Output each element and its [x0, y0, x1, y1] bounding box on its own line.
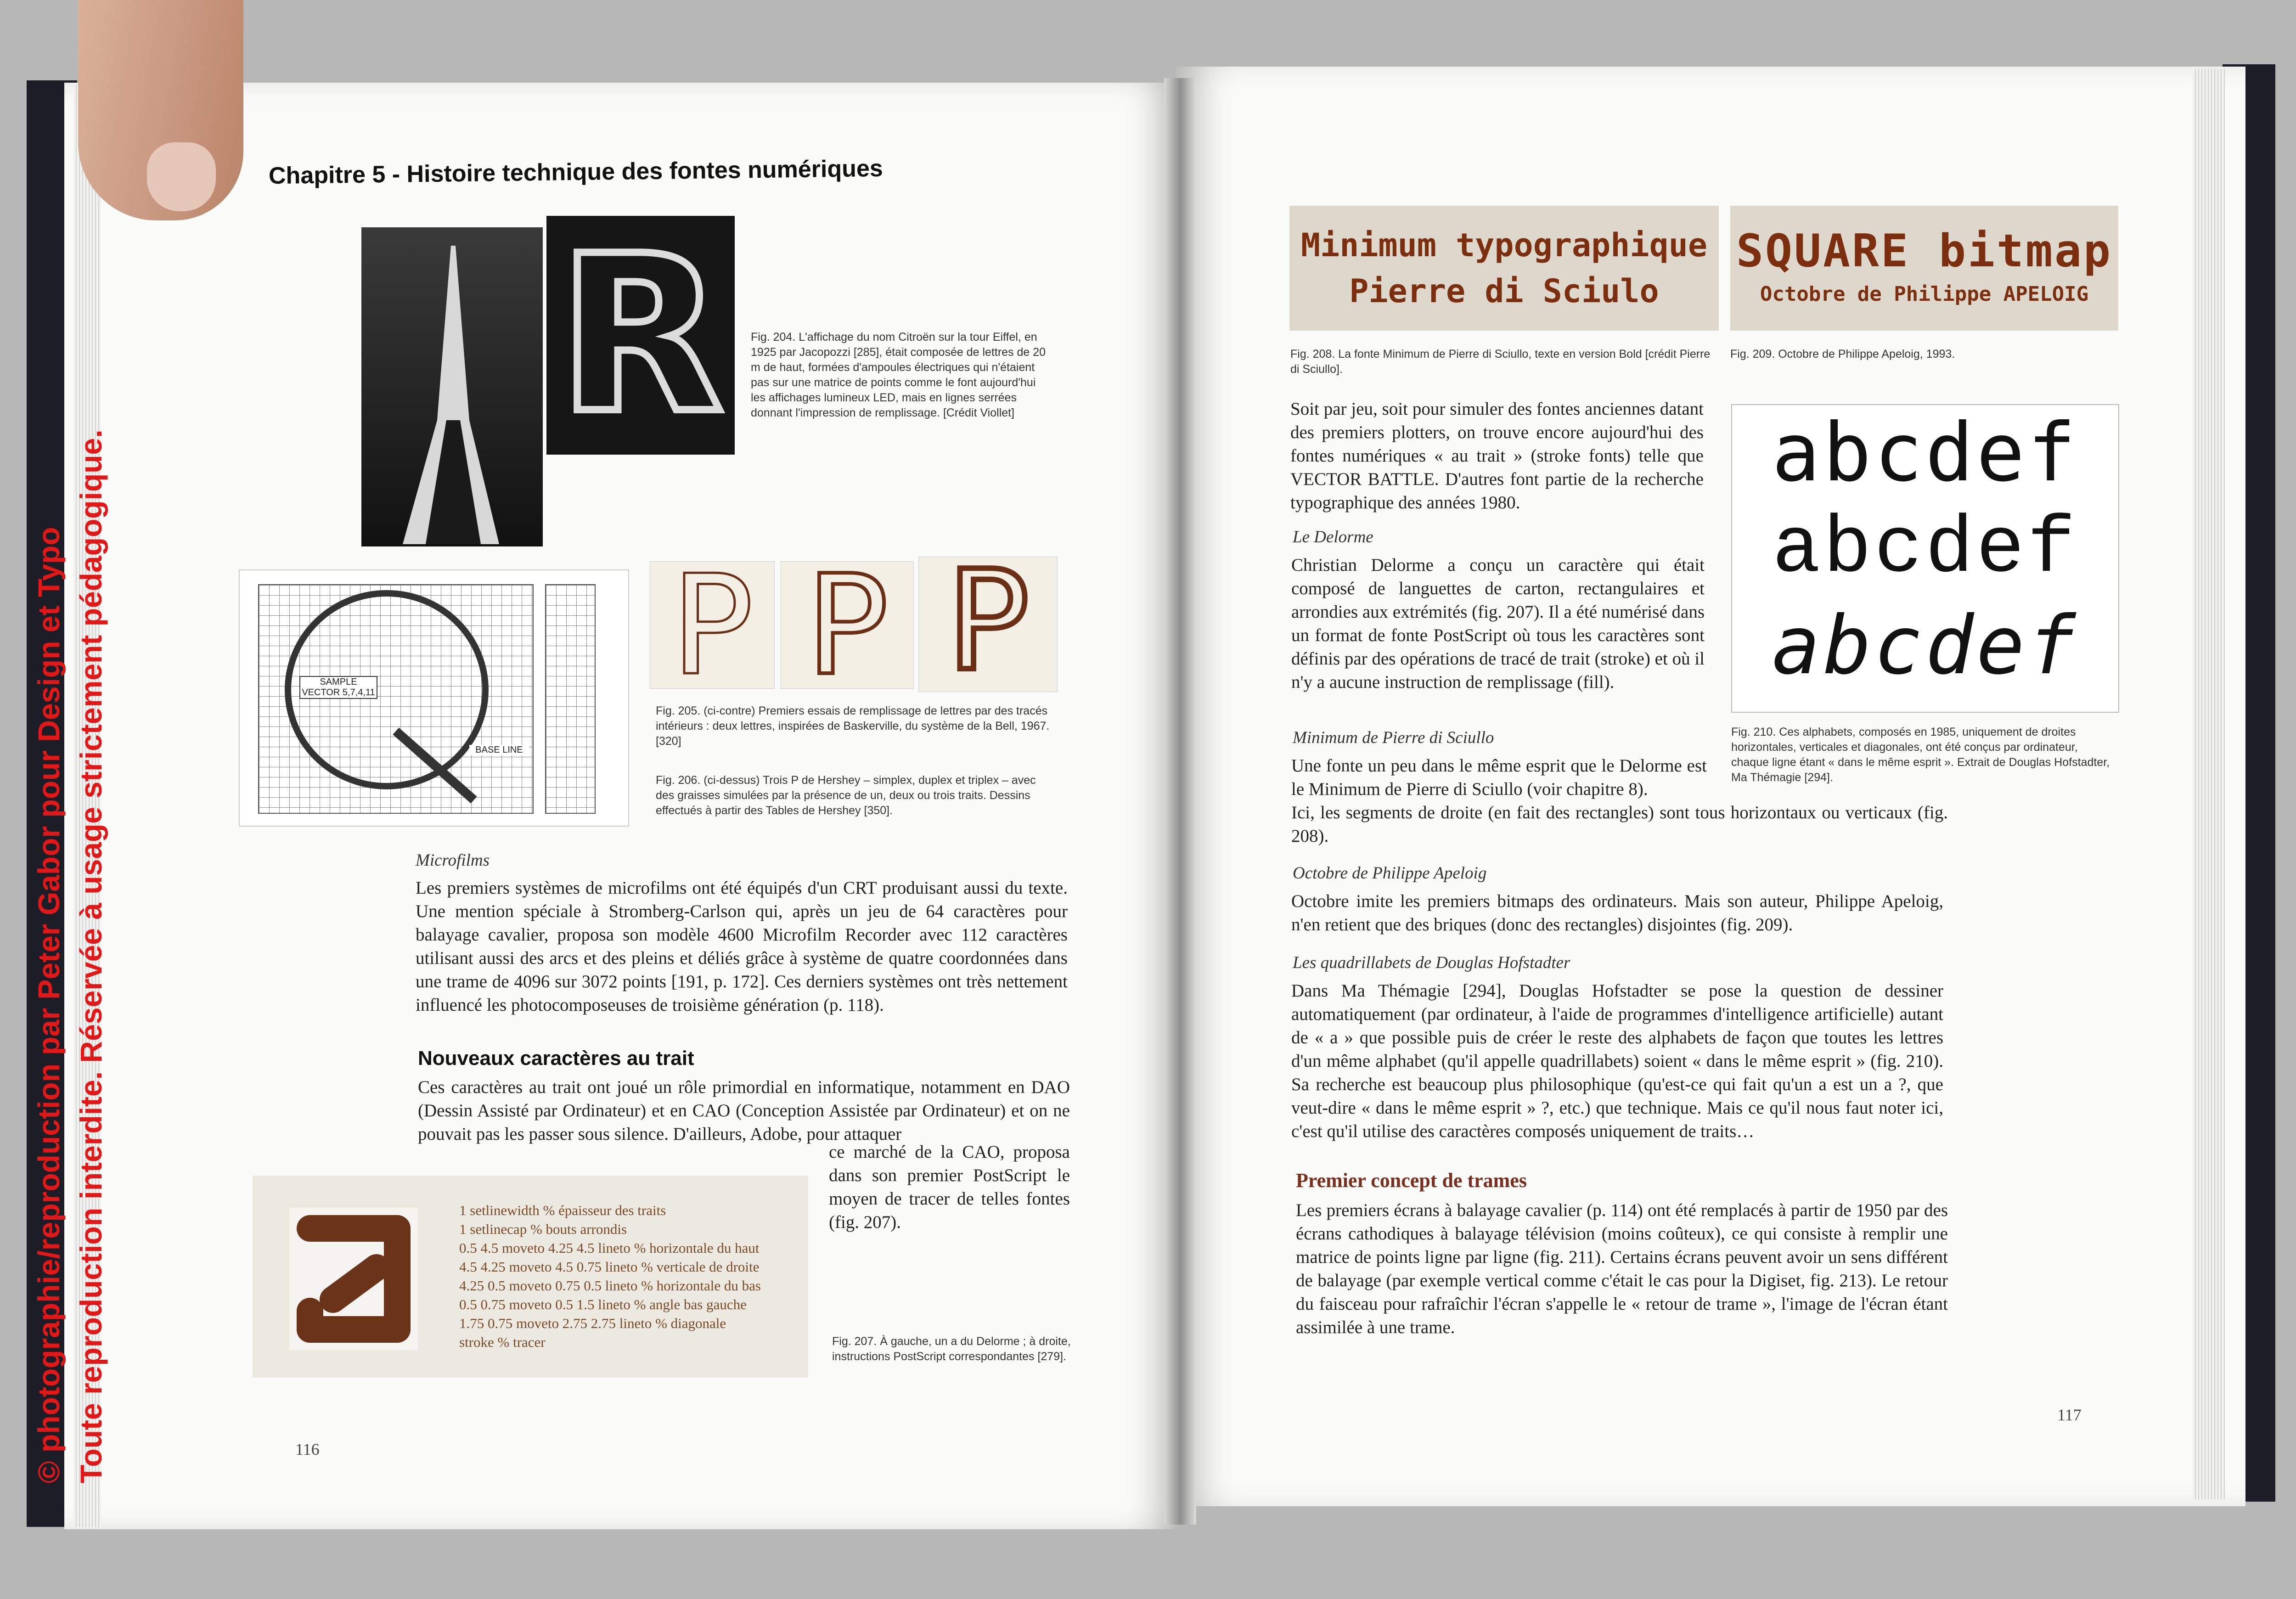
banner-line: Minimum typographique — [1300, 226, 1707, 264]
fig204-caption: Fig. 204. L'affichage du nom Citroën sur la tour Eiffel, en 1925 par Jacopozzi [285], était composée de lettres de 20 m de haut, formées d'ampoules électriques qui n'étaient pas sur une matrice de points comme le font aujourd'hui les affichages lumineux LED, mais en lignes serrées donnant l'impression de remplissage. [Crédit Viollet] — [751, 331, 1046, 419]
hofstadter-alphabets — [1731, 404, 2119, 713]
intro-paragraph: Soit par jeu, soit pour simuler des fontes anciennes datant des premiers plotters, on trouve encore aujourd'hui des fontes numériques « au trait » (stroke fonts) telle que VECTOR BATTLE. D'autres font partie de la recherche typographique des années 1980. — [1290, 399, 1704, 512]
octobre-banner — [1730, 206, 2118, 331]
alphabet-row: abcdef — [1772, 599, 2079, 693]
lightbulb-r-letter: R — [557, 209, 724, 461]
stroke-fonts-heading: Nouveaux caractères au trait — [418, 1047, 694, 1070]
octobre-heading: Octobre de Philippe Apeloig — [1293, 864, 1487, 883]
code-line: 0.5 4.5 moveto 4.25 4.5 lineto % horizontale du haut — [459, 1240, 760, 1256]
lightbulb-r-photo — [546, 209, 735, 461]
code-line: stroke % tracer — [459, 1334, 546, 1350]
delorme-heading: Le Delorme — [1293, 528, 1373, 546]
fig208-caption: Fig. 208. La fonte Minimum de Pierre di Sciullo, texte en version Bold [crédit Pierre di Sciullo]. — [1290, 348, 1711, 376]
minimum-paragraph: Une fonte un peu dans le même esprit que le Delorme est le Minimum de Pierre di Sciullo (voir chapitre 8). — [1291, 756, 1707, 799]
watermark-line-2: Toute reproduction interdite. Réservée à usage strictement pédagogique. — [74, 429, 108, 1483]
minimum-heading: Minimum de Pierre di Sciullo — [1293, 728, 1494, 747]
fig207-caption: Fig. 207. À gauche, un a du Delorme ; à droite, instructions PostScript correspondantes [279]. — [832, 1335, 1071, 1363]
fig205-caption: Fig. 205. (ci-contre) Premiers essais de remplissage de lettres par des tracés intérieurs : deux lettres, inspirées de Baskerville, du système de la Bell, 1967. [320] — [656, 704, 1050, 748]
fingernail — [147, 142, 216, 211]
minimum-paragraph-end: Ici, les segments de droite (en fait des rectangles) sont tous horizontaux ou verticaux (fig. 208). — [1291, 803, 1948, 846]
quadrillabets-paragraph: Dans Ma Thémagie [294], Douglas Hofstadter se pose la question de dessiner automatiquement (par ordinateur, à l'aide de programmes d'intelligence artificielle) autant de « a » que possible puis de créer le reste des alphabets de façon que toutes les lettres d'un même alphabet (qu'il appelle quadrillabets) soient « dans le même esprit » (fig. 210). Sa recherche est beaucoup plus philosophique (qu'est-ce qui fait qu'un a est un a ?, que veut-dire « dans le même esprit » ?, etc.) que technique. Mais ce qu'il nous faut noter ici, c'est qu'il utilise des caractères composés uniquement de traits… — [1291, 981, 1943, 1141]
postscript-code — [459, 1201, 799, 1351]
octobre-paragraph: Octobre imite les premiers bitmaps des ordinateurs. Mais son auteur, Philippe Apeloig, n'en retient que des briques (donc des rectangles) disjointes (fig. 209). — [1291, 891, 1943, 935]
baseline-label: BASE LINE — [469, 745, 529, 755]
hershey-p-simplex: P — [650, 561, 775, 689]
hershey-p-duplex: P — [781, 561, 914, 689]
vector-q-diagram — [239, 569, 629, 827]
eiffel-tower-illustration — [361, 227, 543, 546]
stroke-fonts-paragraph-end: ce marché de la CAO, proposa dans son premier PostScript le moyen de tracer de telles fontes (fig. 207). — [829, 1142, 1070, 1232]
microfilms-paragraph: Les premiers systèmes de microfilms ont été équipés d'un CRT produisant aussi du texte. Une mention spéciale à Stromberg-Carlson qui, après un jeu de 64 caractères pour balayage cavalier, proposa son modèle 4600 Microfilm Recorder avec 112 caractères utilisant aussi des arcs et des pleins et déliés grâce à système de quatre coordonnées dans une trame de 4096 sur 3072 points [191, p. 172]. Ces derniers systèmes ont très nettement influencé les photocomposeuses de troisième génération (p. 118). — [416, 878, 1068, 1015]
fig210-caption: Fig. 210. Ces alphabets, composés en 1985, uniquement de droites horizontales, verticales et diagonales, ont été conçus par ordinateur, chaque ligne étant « dans le même esprit ». Extrait de Douglas Hofstadter, Ma Thémagie [294]. — [1731, 726, 2110, 784]
code-line: 1.75 0.75 moveto 2.75 2.75 lineto % diagonale — [459, 1315, 726, 1331]
code-line: 1 setlinewidth % épaisseur des traits — [459, 1202, 666, 1218]
chapter-title: Chapitre 5 - Histoire technique des fontes numériques — [268, 155, 884, 190]
eiffel-tower-photo — [361, 227, 543, 546]
q-shape — [258, 584, 534, 814]
microfilms-heading: Microfilms — [416, 851, 490, 870]
sample-vector-label: SAMPLE VECTOR 5,7,4,11 — [299, 676, 377, 699]
watermark-line-1: © photographie/reproduction par Peter Gabor pour Design et Typo — [32, 527, 66, 1483]
fig206-caption: Fig. 206. (ci-dessus) Trois P de Hershey – simplex, duplex et triplex – avec des graisses simulées par la présence de un, deux ou trois traits. Dessins effectués à partir des Tables de Hershey [350]. — [656, 774, 1036, 817]
code-line: 4.25 0.5 moveto 0.75 0.5 lineto % horizontale du bas — [459, 1278, 761, 1294]
code-line: 1 setlinecap % bouts arrondis — [459, 1221, 627, 1237]
code-line: 0.5 0.75 moveto 0.5 1.5 lineto % angle bas gauche — [459, 1296, 747, 1312]
delorme-a-glyph — [289, 1208, 418, 1350]
quadrillabets-heading: Les quadrillabets de Douglas Hofstadter — [1293, 953, 1570, 972]
code-line: 4.5 4.25 moveto 4.5 0.75 lineto % verticale de droite — [459, 1259, 760, 1275]
i-grid — [545, 584, 596, 814]
page-number-left: 116 — [295, 1440, 320, 1458]
hershey-p-triplex: P — [918, 557, 1058, 692]
alphabet-row: abcdef — [1772, 406, 2079, 500]
stroke-fonts-paragraph: Ces caractères au trait ont joué un rôle primordial en informatique, notamment en DAO (Dessin Assisté par Ordinateur) et en CAO (Conception Assistée par Ordinateur) et on ne pouvait pas les passer sous silence. D'ailleurs, Adobe, pour attaquer — [418, 1077, 1070, 1144]
banner-line: Pierre di Sciulo — [1349, 272, 1659, 310]
banner-line: Octobre de Philippe APELOIG — [1760, 282, 2089, 306]
watermark — [28, 312, 119, 1483]
trames-heading: Premier concept de trames — [1296, 1169, 1527, 1192]
book-gutter — [1164, 78, 1196, 1525]
page-edges-right — [2193, 69, 2225, 1499]
minimum-banner — [1289, 206, 1719, 331]
delorme-code-box — [253, 1176, 808, 1378]
fig209-caption: Fig. 209. Octobre de Philippe Apeloig, 1993. — [1730, 348, 1955, 360]
delorme-paragraph: Christian Delorme a conçu un caractère qui était composé de languettes de carton, rectangulaires et arrondies aux extrémités (fig. 207). Il a été numérisé dans un format de fonte PostScript où tous les caractères sont définis par des opérations de tracé de trait (stroke) et où il n'y a aucune instruction de remplissage (fill). — [1291, 555, 1705, 692]
trames-paragraph: Les premiers écrans à balayage cavalier (p. 114) ont été remplacés à partir de 1950 par des écrans cathodiques à balayage télévision (moins coûteux), ce qui consiste à remplir une matrice de points ligne par ligne (fig. 211). Certains écrans peuvent avoir un sens différent de balayage (par exemple vertical comme c'était le cas pour la Digiset, fig. 213). Le retour du faisceau pour rafraîchir l'écran s'appelle le « retour de trame », l'image de l'écran étant assimilée à une trame. — [1296, 1200, 1948, 1337]
banner-line: SQUARE bitmap — [1736, 225, 2112, 277]
alphabet-row: abcdef — [1772, 504, 2078, 595]
page-number-right: 117 — [2057, 1406, 2082, 1424]
